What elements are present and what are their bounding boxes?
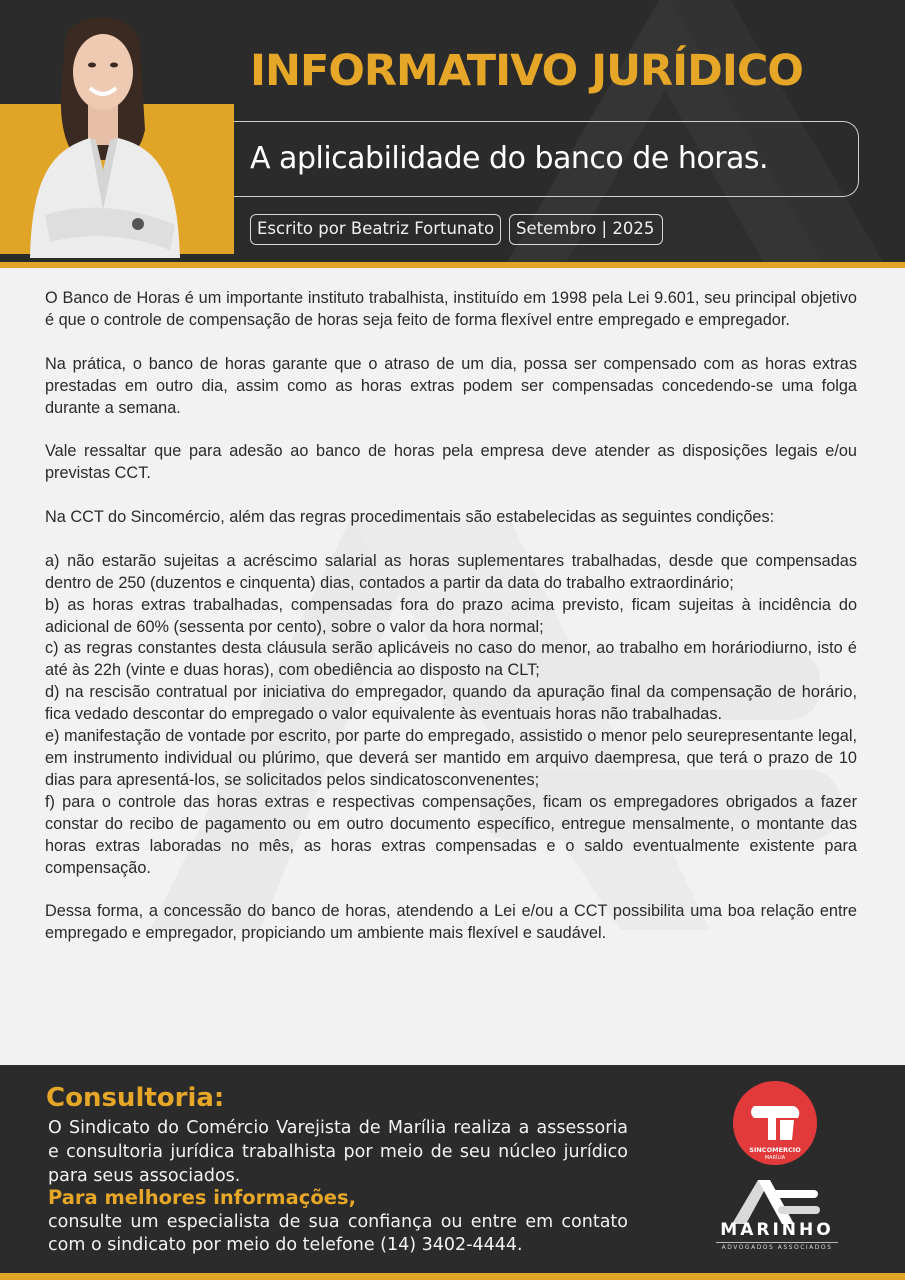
consultancy-heading: Consultoria: bbox=[46, 1083, 225, 1113]
info-text: consulte um especialista de sua confiança ou entre em contato com o sindicato por meio do telefone (14) 3402-4444. bbox=[48, 1212, 628, 1255]
header bbox=[0, 0, 905, 268]
author-portrait bbox=[10, 10, 230, 258]
condition-item-e: e) manifestação de vontade por escrito, por parte do empregado, assistido o menor pelo seurepresentante legal, em instrumento individual ou plúrimo, que deverá ser mantido em arquivo daempresa, que terá o prazo de 10 dias para apresentá-los, se solicitados pelos sindicatosconvenentes; bbox=[45, 727, 857, 789]
info-heading: Para melhores informações, bbox=[48, 1186, 356, 1209]
sincomercio-logo bbox=[732, 1080, 818, 1166]
svg-text:SINCOMERCIO: SINCOMERCIO bbox=[749, 1146, 801, 1154]
condition-item-b: b) as horas extras trabalhadas, compensadas fora do prazo acima previsto, ficam sujeitas à incidência do adicional de 60% (sessenta por cento), sobre o valor da hora normal; bbox=[45, 595, 857, 636]
paragraph-intro: O Banco de Horas é um importante instituto trabalhista, instituído em 1998 pela Lei 9.601, seu principal objetivo é que o controle de compensação de horas seja feito de forma flexível entre empregado e empregador. bbox=[45, 289, 857, 329]
page-title: INFORMATIVO JURÍDICO bbox=[250, 46, 803, 96]
article-subtitle: A aplicabilidade do banco de horas. bbox=[250, 141, 769, 176]
condition-item-d: d) na rescisão contratual por iniciativa do empregador, quando da apuração final da compensação de horário, fica vedado descontar do empregado o valor equivalente às eventuais horas não trabalhadas. bbox=[45, 683, 857, 724]
marinho-name: MARINHO bbox=[720, 1220, 834, 1240]
author-tag: Escrito por Beatriz Fortunato bbox=[250, 214, 501, 245]
condition-item-f: f) para o controle das horas extras e respectivas compensações, ficam os empregadores obrigados a fazer constar do recibo de pagamento ou em outro documento específico, entregue mensalmente, o montante das horas extras laboradas no mês, as horas extras compensadas e o saldo eventualmente existente para compensação. bbox=[45, 792, 857, 877]
consultancy-text: O Sindicato do Comércio Varejista de Marília realiza a assessoria e consultoria jurídica trabalhista por meio de seu núcleo jurídico para seus associados. bbox=[48, 1118, 628, 1186]
paragraph-adhesion: Vale ressaltar que para adesão ao banco de horas pela empresa deve atender as disposições legais e/ou previstas CCT. bbox=[45, 442, 857, 483]
date-tag: Setembro | 2025 bbox=[509, 214, 663, 245]
marinho-logo-mark bbox=[728, 1178, 822, 1224]
header-accent-band bbox=[0, 262, 905, 268]
condition-item-a: a) não estarão sujeitas a acréscimo salarial as horas suplementares trabalhadas, desde que compensadas dentro de 250 (duzentos e cinquenta) dias, contados a partir da data do trabalho extraordinário; bbox=[45, 551, 857, 592]
marinho-subtitle: ADVOGADOS ASSOCIADOS bbox=[716, 1242, 838, 1251]
condition-item-c: c) as regras constantes desta cláusula serão aplicáveis no caso do menor, ao trabalho em horáriodiurno, isto é até às 22h (vinte e duas horas), com obediência ao disposto na CLT; bbox=[45, 639, 857, 680]
paragraph-conclusion: Dessa forma, a concessão do banco de horas, atendendo a Lei e/ou a CCT possibilita uma boa relação entre empregado e empregador, propiciando um ambiente mais flexível e saudável. bbox=[45, 902, 857, 943]
paragraph-practice: Na prática, o banco de horas garante que o atraso de um dia, possa ser compensado com as horas extras prestadas em outro dia, assim como as horas extras podem ser compensadas concedendo-se uma folga durante a semana. bbox=[45, 354, 857, 417]
footer-accent-band bbox=[0, 1273, 905, 1280]
svg-text:MARÍLIA: MARÍLIA bbox=[764, 1155, 786, 1161]
article-body bbox=[45, 288, 857, 945]
paragraph-cct: Na CCT do Sincomércio, além das regras procedimentais são estabelecidas as seguintes condições: bbox=[45, 508, 775, 527]
